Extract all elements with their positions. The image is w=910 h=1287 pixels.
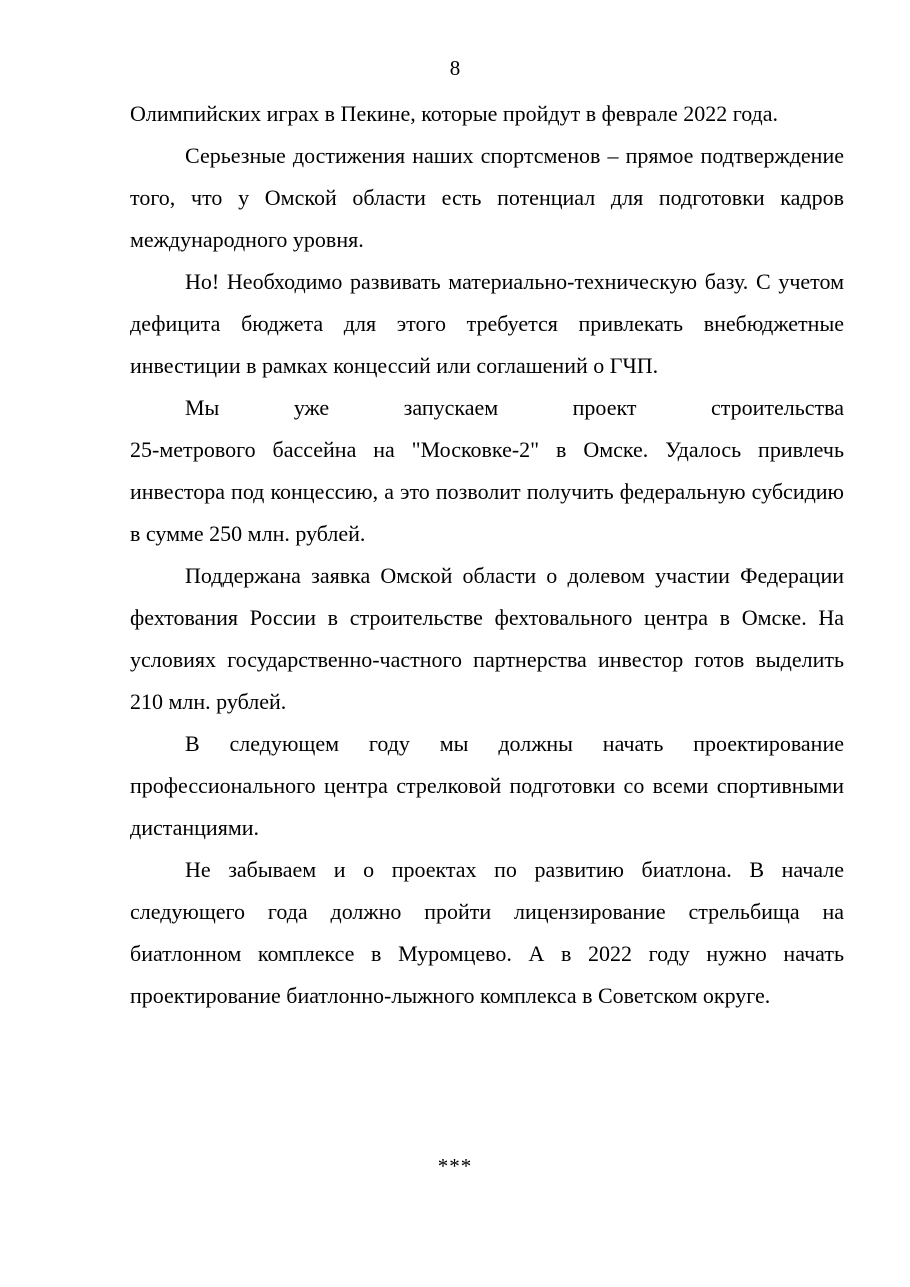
paragraph-olympics-continuation: Олимпийских играх в Пекине, которые пройдут в феврале 2022 года. [130, 101, 779, 126]
paragraph-pool-project-start: Мы уже запускаем проект строительства [185, 395, 844, 420]
section-separator: *** [437, 1154, 473, 1178]
paragraph-shooting-center: В следующем году мы должны начать проектирование профессионального центра стрелковой подготовки со всеми спортивными дистанциями. [130, 731, 844, 840]
paragraph-material-base: Но! Необходимо развивать материально-техническую базу. С учетом дефицита бюджета для этого требуется привлекать внебюджетные инвестиции в рамках концессий или соглашений о ГЧП. [130, 269, 844, 378]
document-body [130, 93, 844, 1017]
paragraph-biathlon-projects: Не забываем и о проектах по развитию биатлона. В начале следующего года должно пройти лицензирование стрельбища на биатлонном комплексе в Муромцево. А в 2022 году нужно начать проектирование биатлонно-лыжного комплекса в Советском округе. [130, 857, 844, 1008]
page-number: 8 [449, 56, 461, 80]
paragraph-athletes-achievements: Серьезные достижения наших спортсменов – прямое подтверждение того, что у Омской области есть потенциал для подготовки кадров международного уровня. [130, 143, 844, 252]
paragraph-fencing-center: Поддержана заявка Омской области о долевом участии Федерации фехтования России в строительстве фехтовального центра в Омске. На условиях государственно-частного партнерства инвестор готов выделить 210 млн. рублей. [130, 563, 844, 714]
paragraph-pool-project-details: 25-метрового бассейна на "Московке-2" в Омске. Удалось привлечь инвестора под концессию, а это позволит получить федеральную субсидию в сумме 250 млн. рублей. [130, 437, 844, 546]
